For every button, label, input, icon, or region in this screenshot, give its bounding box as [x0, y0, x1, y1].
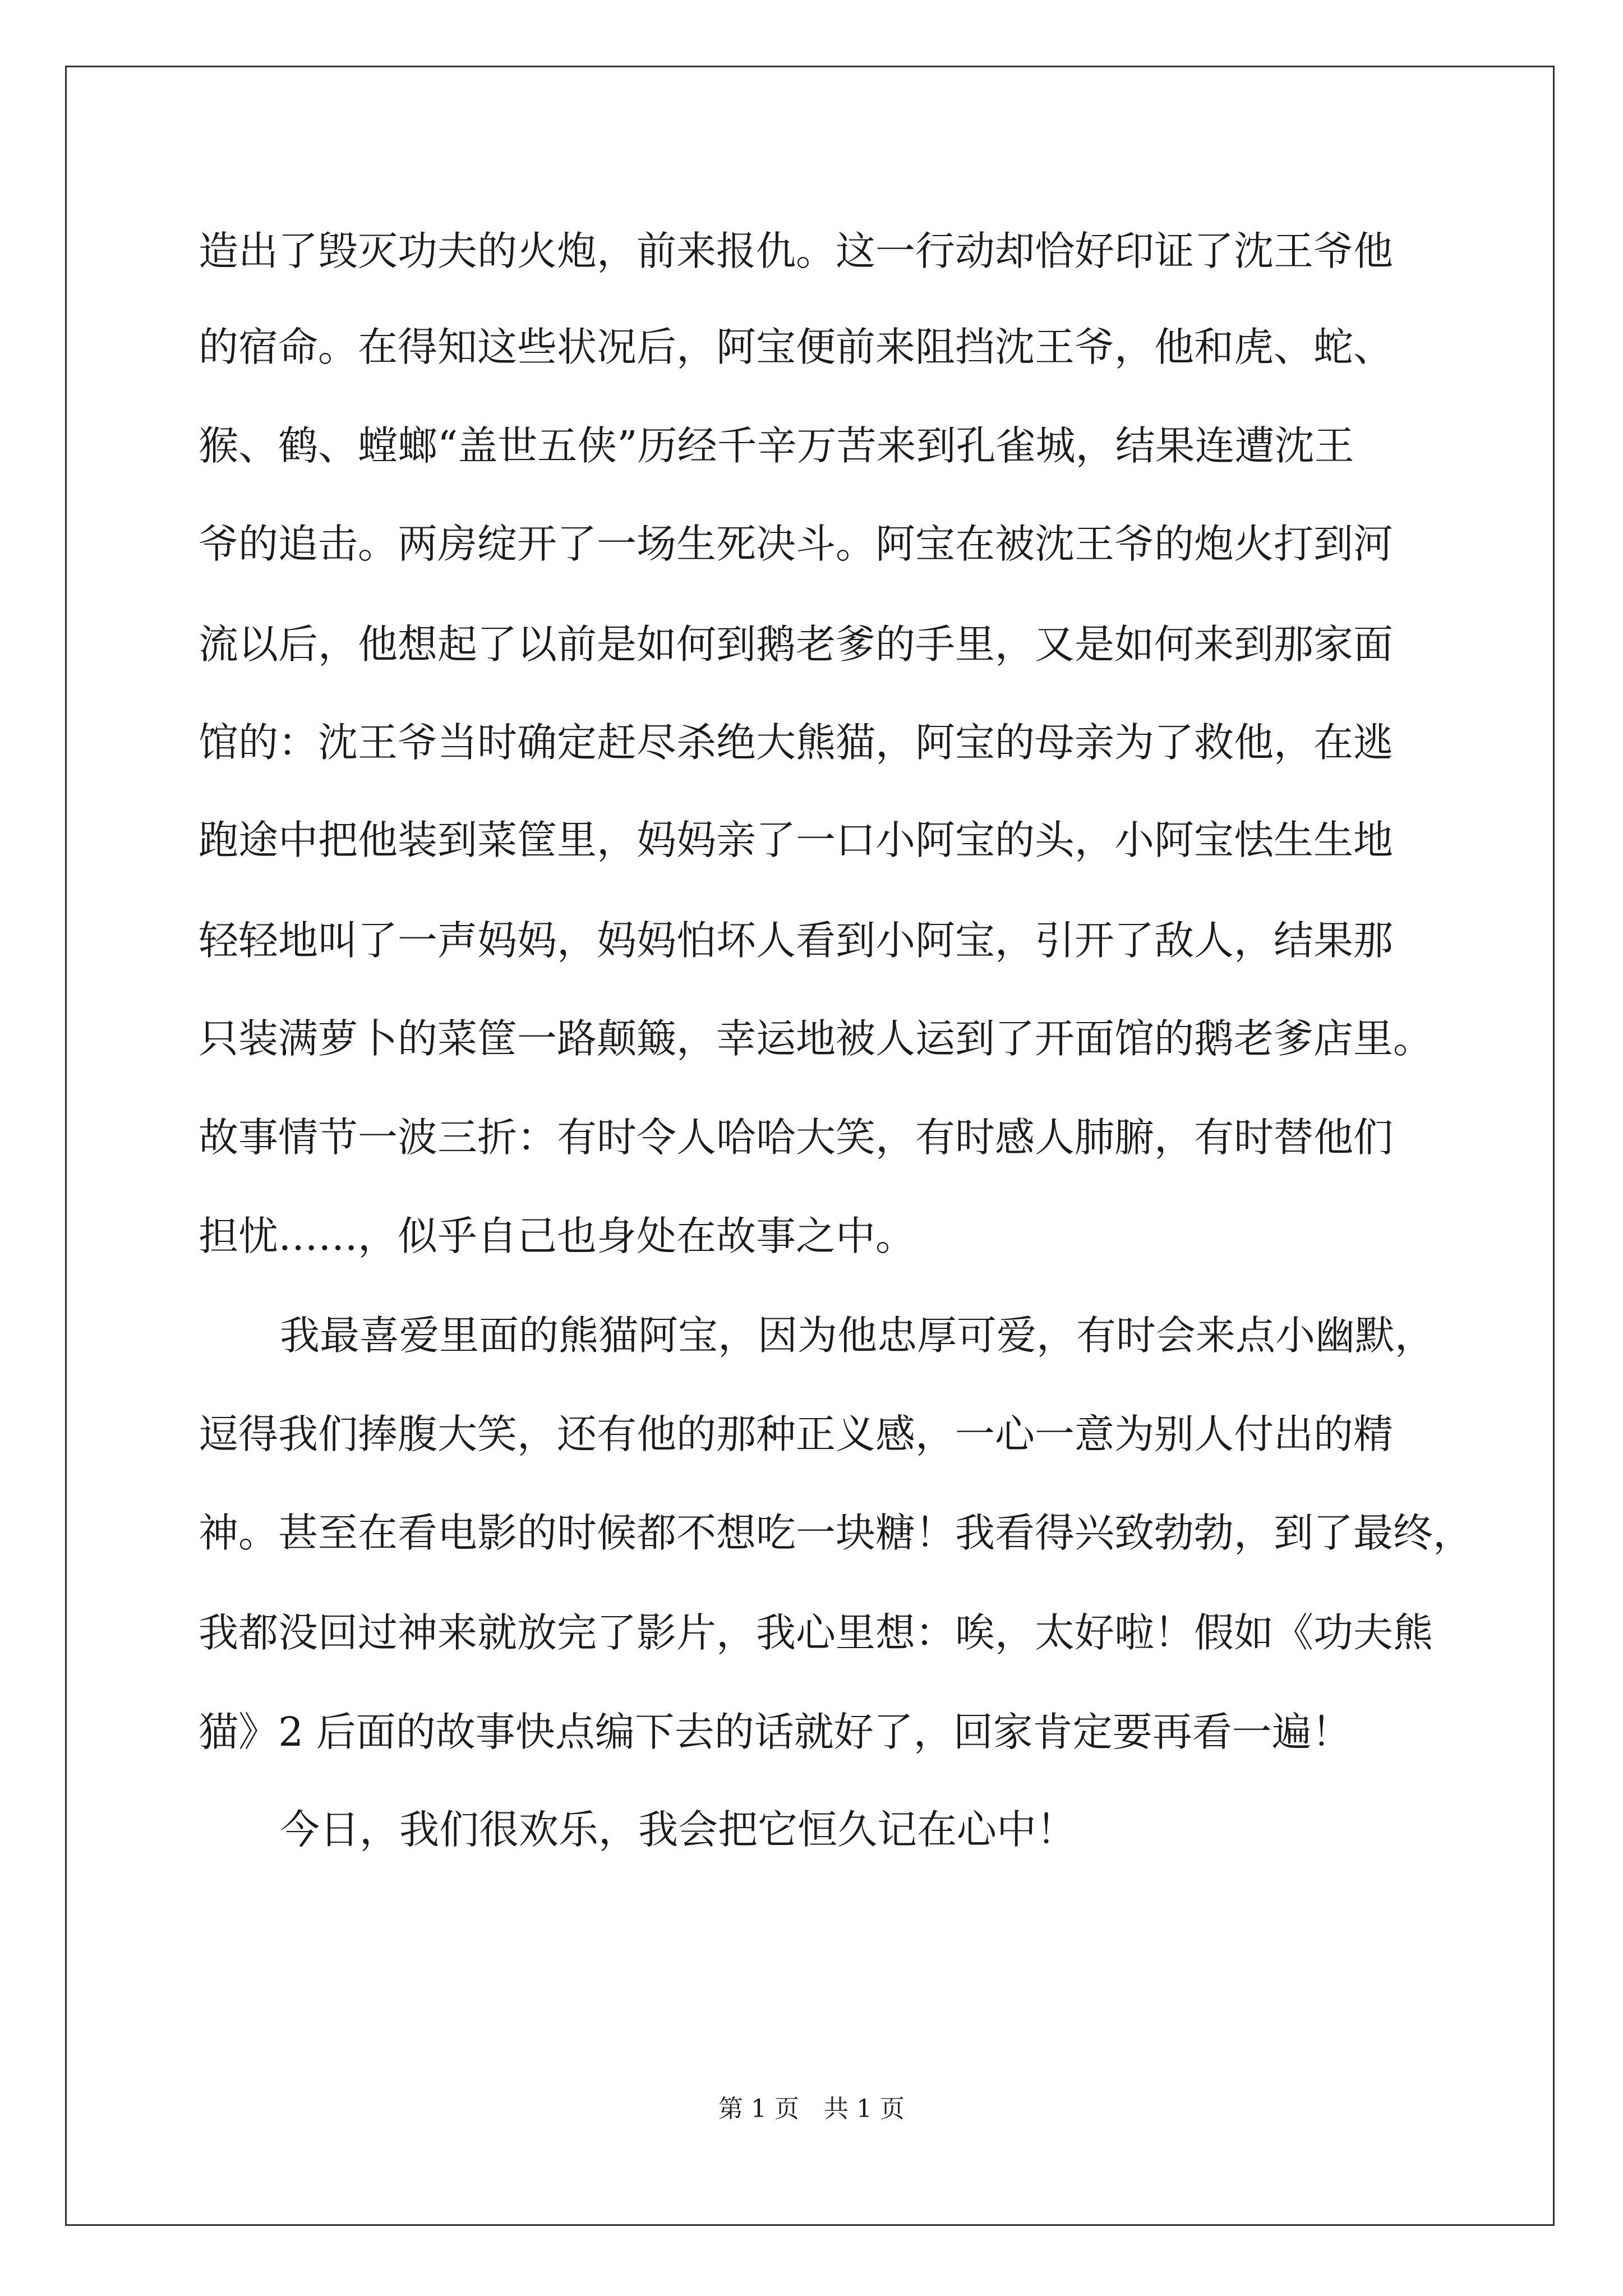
paragraph-line: 担忧……，似乎自己也身处在故事之中。 — [199, 1213, 916, 1259]
paragraph-line: 轻轻地叫了一声妈妈，妈妈怕坏人看到小阿宝，引开了敌人，结果那 — [199, 917, 1394, 964]
paragraph-line: 流以后，他想起了以前是如何到鹅老爹的手里，又是如何来到那家面 — [199, 621, 1394, 668]
paragraph-line: 跑途中把他装到菜筐里，妈妈亲了一口小阿宝的头，小阿宝怯生生地 — [199, 817, 1394, 863]
paragraph-line: 故事情节一波三折：有时令人哈哈大笑，有时感人肺腑，有时替他们 — [199, 1114, 1394, 1161]
paragraph-line: 今日，我们很欢乐，我会把它恒久记在心中！ — [280, 1806, 1077, 1853]
paragraph-line: 馆的：沈王爷当时确定赶尽杀绝大熊猫，阿宝的母亲为了救他，在逃 — [199, 719, 1394, 766]
paragraph-line: 我都没回过神来就放完了影片，我心里想：唉，太好啦！假如《功夫熊 — [199, 1609, 1433, 1656]
paragraph-line: 爷的追击。两房绽开了一场生死决斗。阿宝在被沈王爷的炮火打到河 — [199, 521, 1394, 567]
paragraph-line: 猫》2 后面的故事快点编下去的话就好了，回家肯定要再看一遍！ — [199, 1709, 1352, 1755]
paragraph-line: 猴、鹤、螳螂“盖世五侠”历经千辛万苦来到孔雀城，结果连遭沈王 — [199, 422, 1354, 469]
paragraph-line: 造出了毁灭功夫的火炮，前来报仇。这一行动却恰好印证了沈王爷他 — [199, 228, 1394, 274]
paragraph-line: 我最喜爱里面的熊猫阿宝，因为他忠厚可爱，有时会来点小幽默， — [280, 1312, 1435, 1359]
paragraph-line: 的宿命。在得知这些状况后，阿宝便前来阻挡沈王爷，他和虎、蛇、 — [199, 324, 1394, 370]
paragraph-line: 神。甚至在看电影的时候都不想吃一块糖！我看得兴致勃勃，到了最终， — [199, 1510, 1473, 1556]
paragraph-line: 只装满萝卜的菜筐一路颠簸，幸运地被人运到了开面馆的鹅老爹店里。 — [199, 1015, 1433, 1062]
page-number: 第 1 页 共 1 页 — [718, 2095, 905, 2123]
paragraph-line: 逗得我们捧腹大笑，还有他的那种正义感，一心一意为别人付出的精 — [199, 1411, 1394, 1457]
